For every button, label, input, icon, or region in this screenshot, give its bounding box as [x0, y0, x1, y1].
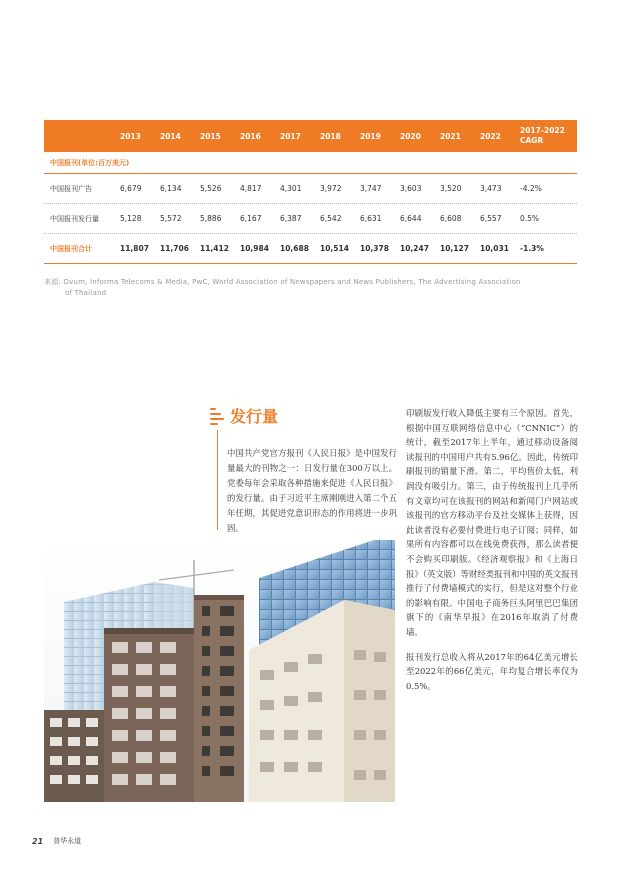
table-cell: 4,301	[280, 184, 302, 193]
year-header: 2015	[200, 131, 221, 141]
year-header: 2018	[320, 131, 341, 141]
table-cell: 5,526	[200, 184, 222, 193]
source-line-1: 来源: Ovum, Informa Telecoms & Media, PwC, World Association of Newspapers and News Publishers, The Advertising Association	[44, 278, 521, 286]
table-cell: 10,247	[400, 244, 429, 253]
table-cell: 6,644	[400, 214, 422, 223]
table-cell: 5,128	[120, 214, 142, 223]
section-intro: 中国共产党官方报刊《人民日报》是中国发行量最大的刊物之一：日发行量在300万以上。党委每年会采取各种措施来促进《人民日报》的发行量。由于习近平主席刚刚进入第二个五年任期，其促进党意识形态的作用将进一步巩固。	[227, 448, 397, 533]
year-header: 2021	[440, 131, 461, 141]
year-header: 2013	[120, 131, 141, 141]
year-header: 2019	[360, 131, 381, 141]
table-cell: 6,134	[160, 184, 182, 193]
section-divider	[217, 430, 218, 530]
buildings-photo	[44, 540, 395, 802]
page-footer	[32, 836, 81, 846]
year-header: 2017	[280, 131, 301, 141]
table-cell: 11,412	[200, 244, 229, 253]
table-total-row	[44, 234, 577, 264]
table-header	[44, 120, 577, 152]
body-paragraph: 报刊发行总收入将从2017年的64亿美元增长至2022年的66亿美元，年均复合增长率仅为0.5%。	[406, 651, 578, 691]
table-cell: 11,807	[120, 244, 149, 253]
year-header: 2022	[480, 131, 501, 141]
buildings-illustration	[44, 540, 395, 802]
cagr-header: 2017-2022 CAGR	[520, 126, 565, 145]
page-number: 21	[32, 836, 44, 846]
table-cell: 6,557	[480, 214, 502, 223]
table-cell: 6,608	[440, 214, 462, 223]
table-cell: 10,688	[280, 244, 309, 253]
publication-name: 普华永道	[53, 837, 82, 845]
table-cell: 6,387	[280, 214, 302, 223]
year-header: 2014	[160, 131, 181, 141]
table-cell: 6,679	[120, 184, 142, 193]
cagr-cell: 0.5%	[520, 213, 540, 223]
table-cell: 11,706	[160, 244, 189, 253]
cagr-cell: -1.3%	[520, 243, 544, 253]
table-cell: 5,572	[160, 214, 182, 223]
table-row	[44, 204, 577, 234]
table-cell: 10,984	[240, 244, 269, 253]
table-cell: 3,747	[360, 184, 382, 193]
source-note	[44, 277, 579, 299]
table-cell: 6,631	[360, 214, 382, 223]
table-cell: 10,127	[440, 244, 469, 253]
table-cell: 3,520	[440, 184, 462, 193]
row-label: 中国报刊广告	[50, 184, 92, 193]
section-bars-icon	[210, 407, 224, 425]
row-label: 中国报刊合计	[50, 244, 92, 253]
body-paragraph: 印刷版发行收入降低主要有三个原因。首先，根据中国互联网络信息中心（“CNNIC”）的统计，截至2017年上半年，通过移动设备阅读报刊的中国用户共有5.96亿。因此，传统印刷报刊的销量下滑。第二，平均售价太低，利润没有吸引力。第三，由于传统报刊上几乎所有文章均可在该报刊的网站和新闻门户网站或该报刊的官方移动平台及社交媒体上获得，因此读者没有必要付费进行电子订阅；同样，如果所有内容都可以在线免费获得，那么读者便不会购买印刷版。《经济观察报》和《上海日报》（英文版）等财经类报刊和中国的英文报刊推行了付费墙模式的实行，但是这对整个行业的影响有限。中国电子商务巨头阿里巴巴集团旗下的《南华早报》在2016年取消了付费墙。	[406, 408, 578, 637]
table-cell: 3,473	[480, 184, 502, 193]
section-title: 发行量	[230, 407, 279, 426]
year-header: 2020	[400, 131, 421, 141]
table-cell: 3,603	[400, 184, 422, 193]
section-heading	[210, 404, 278, 427]
table-row	[44, 174, 577, 204]
table-category: 中国报刊(单位:百万美元)	[44, 152, 577, 174]
table-cell: 6,167	[240, 214, 262, 223]
revenue-table	[44, 120, 577, 264]
table-cell: 6,542	[320, 214, 342, 223]
body-column	[406, 406, 578, 693]
table-cell: 10,378	[360, 244, 389, 253]
table-cell: 10,514	[320, 244, 349, 253]
table-cell: 5,886	[200, 214, 222, 223]
row-label: 中国报刊发行量	[50, 214, 99, 223]
table-cell: 3,972	[320, 184, 342, 193]
table-cell: 4,817	[240, 184, 262, 193]
year-header: 2016	[240, 131, 261, 141]
table-cell: 10,031	[480, 244, 509, 253]
source-line-2: of Thailand	[65, 289, 107, 297]
cagr-cell: -4.2%	[520, 183, 542, 193]
